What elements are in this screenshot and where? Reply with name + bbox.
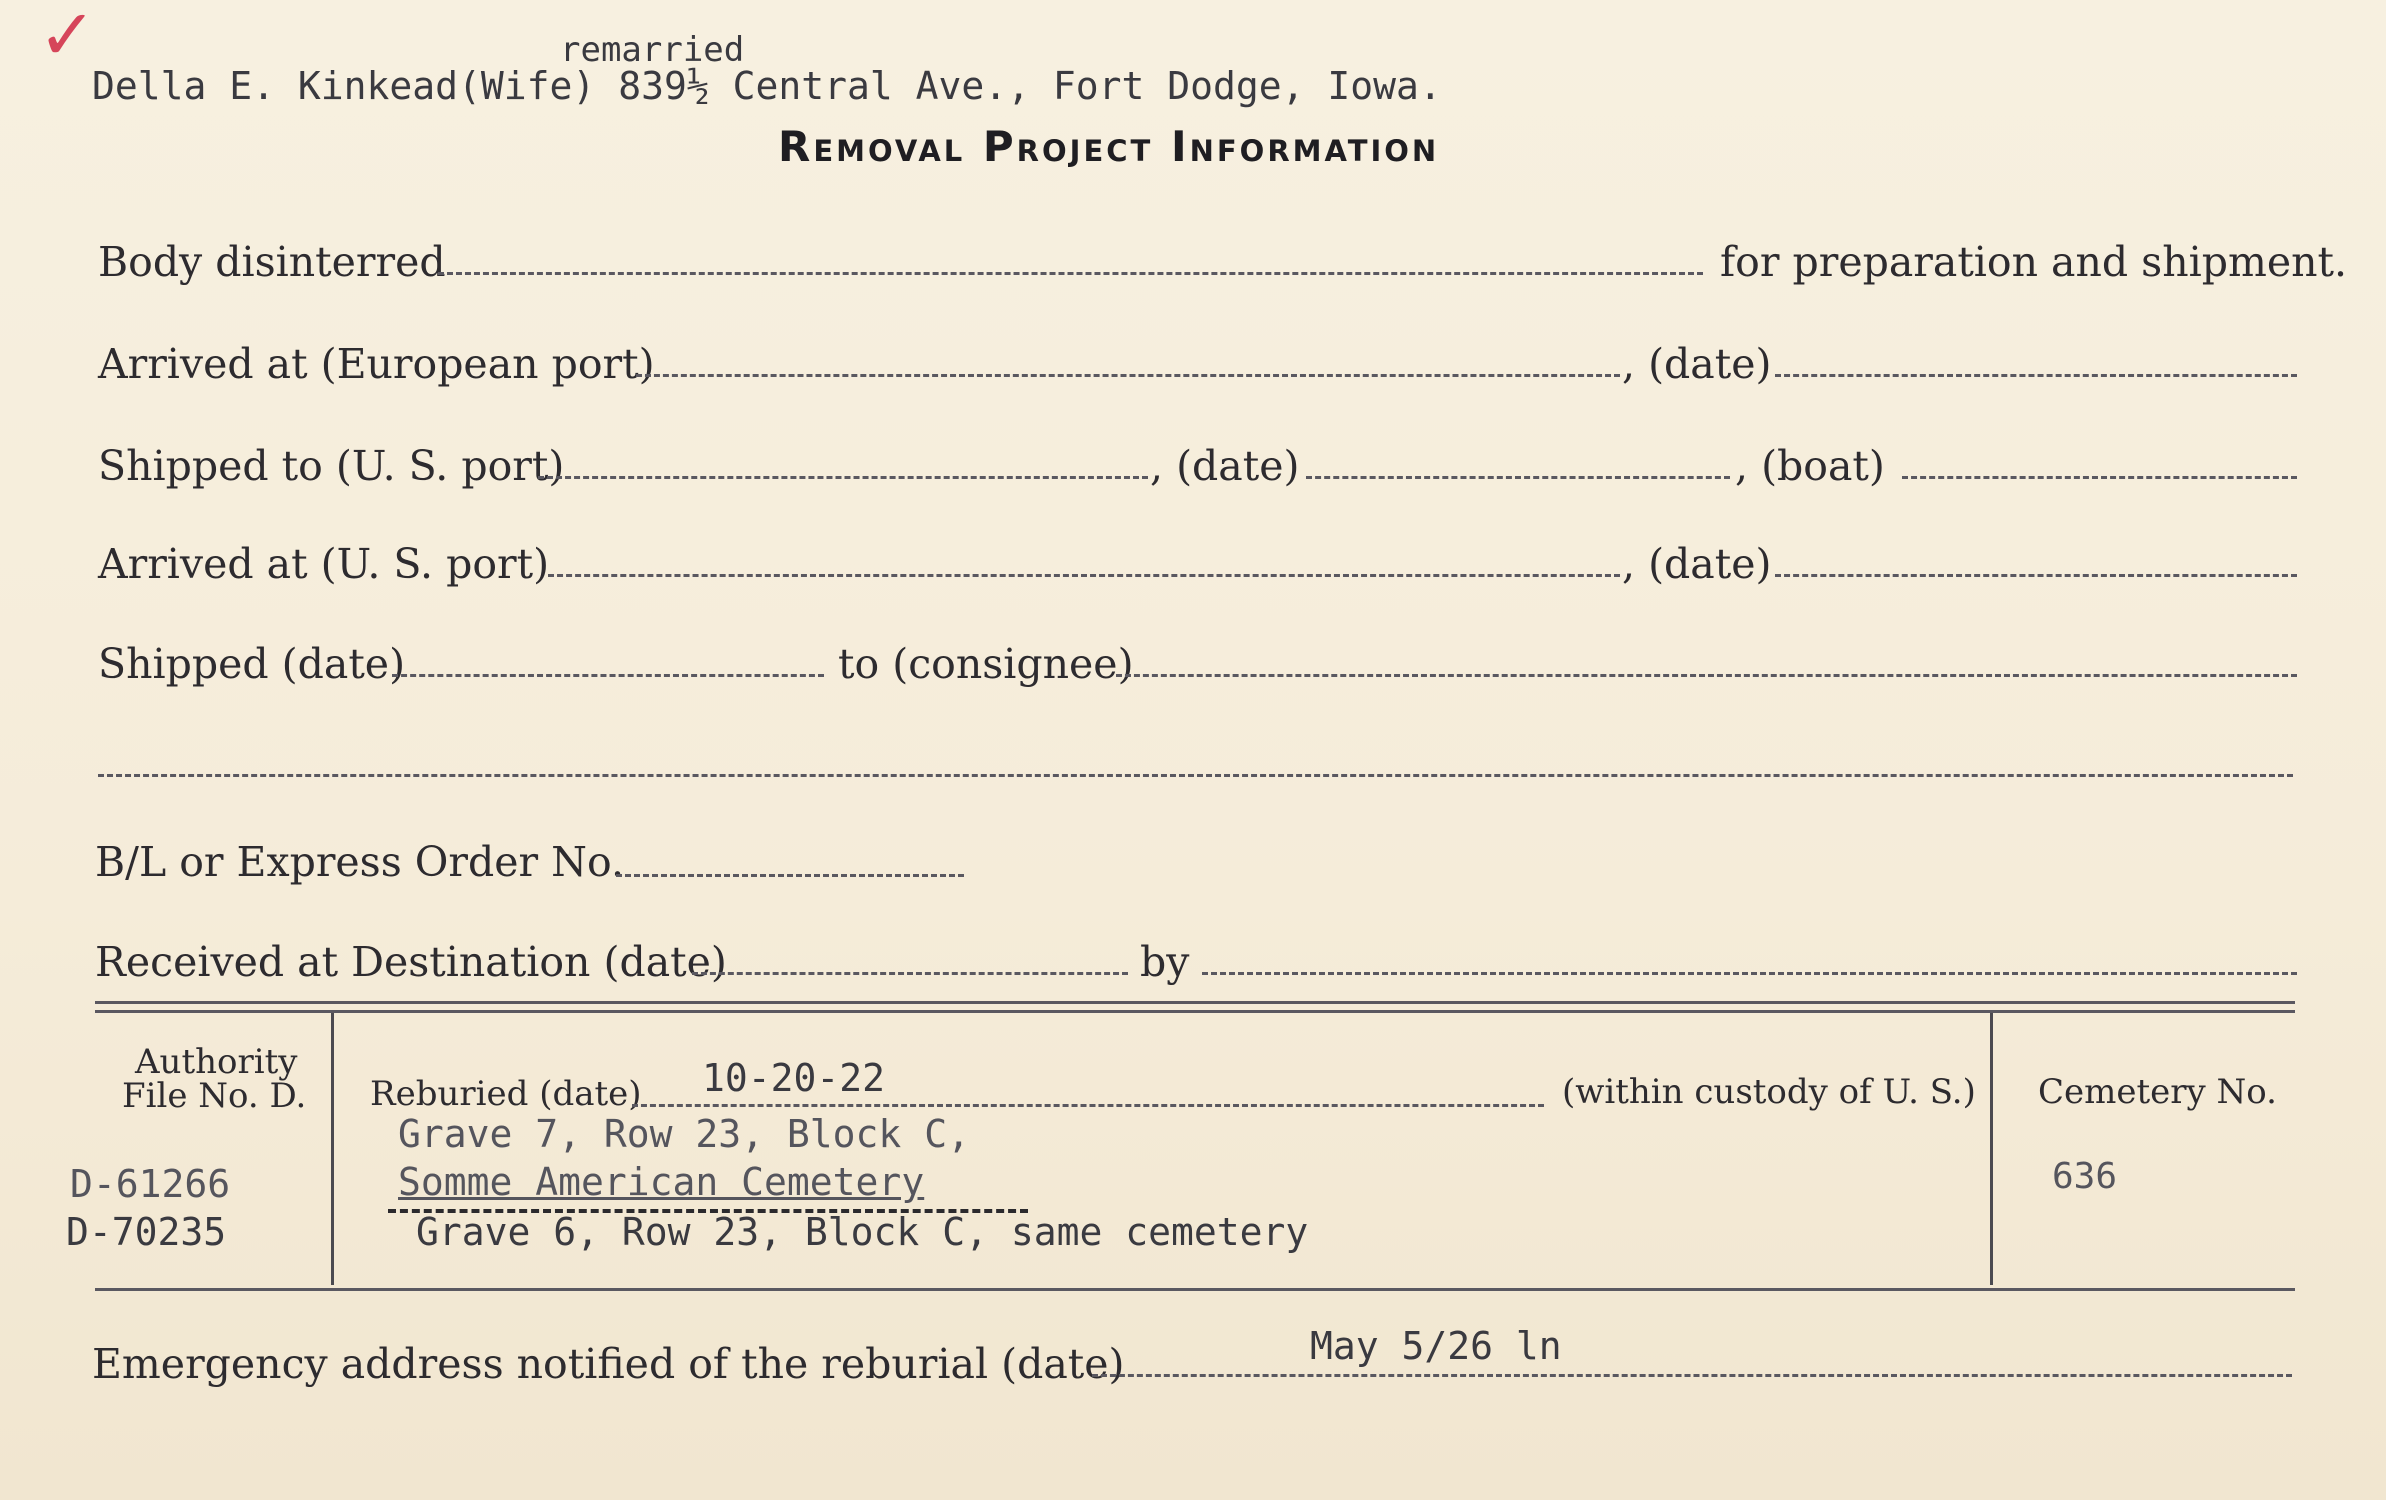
check-mark-icon: ✓ bbox=[38, 0, 97, 76]
emergency-date: May 5/26 ln bbox=[1310, 1324, 1562, 1368]
file-number-2: D-70235 bbox=[66, 1210, 227, 1254]
file-no-label: File No. D. bbox=[122, 1076, 307, 1116]
field-date-3[interactable] bbox=[1775, 574, 2297, 577]
divider-top-2 bbox=[95, 1010, 2295, 1013]
page-title: Removal Project Information bbox=[778, 122, 1440, 171]
field-shipped-date[interactable] bbox=[392, 674, 824, 677]
grave-line-3: Grave 6, Row 23, Block C, same cemetery bbox=[416, 1210, 1309, 1254]
divider-right bbox=[1990, 1013, 1993, 1285]
label-to-consignee: to (consignee) bbox=[838, 640, 1134, 688]
divider-top-1 bbox=[95, 1001, 2295, 1004]
label-date-3: , (date) bbox=[1622, 540, 1772, 588]
custody-label: (within custody of U. S.) bbox=[1562, 1072, 1976, 1112]
field-consignee[interactable] bbox=[1116, 674, 2297, 677]
field-date-2[interactable] bbox=[1306, 476, 1730, 479]
grave-underline-dashes bbox=[388, 1209, 1028, 1213]
field-consignee-continued[interactable] bbox=[98, 774, 2293, 777]
divider-left bbox=[331, 1013, 334, 1285]
grave-line-1: Grave 7, Row 23, Block C, bbox=[398, 1112, 970, 1156]
field-arrived-european[interactable] bbox=[636, 374, 1620, 377]
remarried-note: remarried bbox=[560, 30, 745, 70]
field-arrived-us[interactable] bbox=[548, 574, 1620, 577]
cemetery-label: Cemetery No. bbox=[2038, 1072, 2277, 1112]
label-date-1: , (date) bbox=[1622, 340, 1772, 388]
authority-label: Authority bbox=[135, 1042, 298, 1082]
field-emergency-date[interactable] bbox=[1092, 1374, 2292, 1377]
cemetery-number: 636 bbox=[2052, 1156, 2118, 1197]
field-body-disinterred[interactable] bbox=[438, 272, 1703, 275]
field-bl[interactable] bbox=[616, 874, 964, 877]
addressee-line: Della E. Kinkead(Wife) 839½ Central Ave., Fort Dodge, Iowa. bbox=[92, 64, 1442, 108]
field-reburied-date[interactable] bbox=[632, 1104, 1544, 1107]
label-shipped-date: Shipped (date) bbox=[98, 640, 406, 688]
field-received-by[interactable] bbox=[1202, 972, 2297, 975]
field-shipped-us[interactable] bbox=[538, 476, 1148, 479]
field-date-1[interactable] bbox=[1775, 374, 2297, 377]
label-bl: B/L or Express Order No. bbox=[95, 838, 625, 886]
label-boat: , (boat) bbox=[1735, 442, 1885, 490]
label-for-prep: for preparation and shipment. bbox=[1720, 238, 2348, 286]
label-received: Received at Destination (date) bbox=[95, 938, 727, 986]
label-arrived-european: Arrived at (European port) bbox=[98, 340, 655, 388]
label-by: by bbox=[1140, 938, 1190, 986]
label-date-2: , (date) bbox=[1150, 442, 1300, 490]
grave-line-2: Somme American Cemetery bbox=[398, 1160, 925, 1204]
field-received-date[interactable] bbox=[692, 972, 1128, 975]
reburied-label: Reburied (date) bbox=[370, 1074, 642, 1114]
label-shipped-us: Shipped to (U. S. port) bbox=[98, 442, 565, 490]
label-arrived-us: Arrived at (U. S. port) bbox=[98, 540, 550, 588]
divider-bottom bbox=[95, 1288, 2295, 1291]
field-boat[interactable] bbox=[1902, 476, 2297, 479]
reburied-date: 10-20-22 bbox=[702, 1056, 886, 1100]
file-number-1: D-61266 bbox=[70, 1162, 231, 1206]
label-body-disinterred: Body disinterred bbox=[98, 238, 446, 286]
emergency-label: Emergency address notified of the reburial (date) bbox=[92, 1340, 1125, 1388]
